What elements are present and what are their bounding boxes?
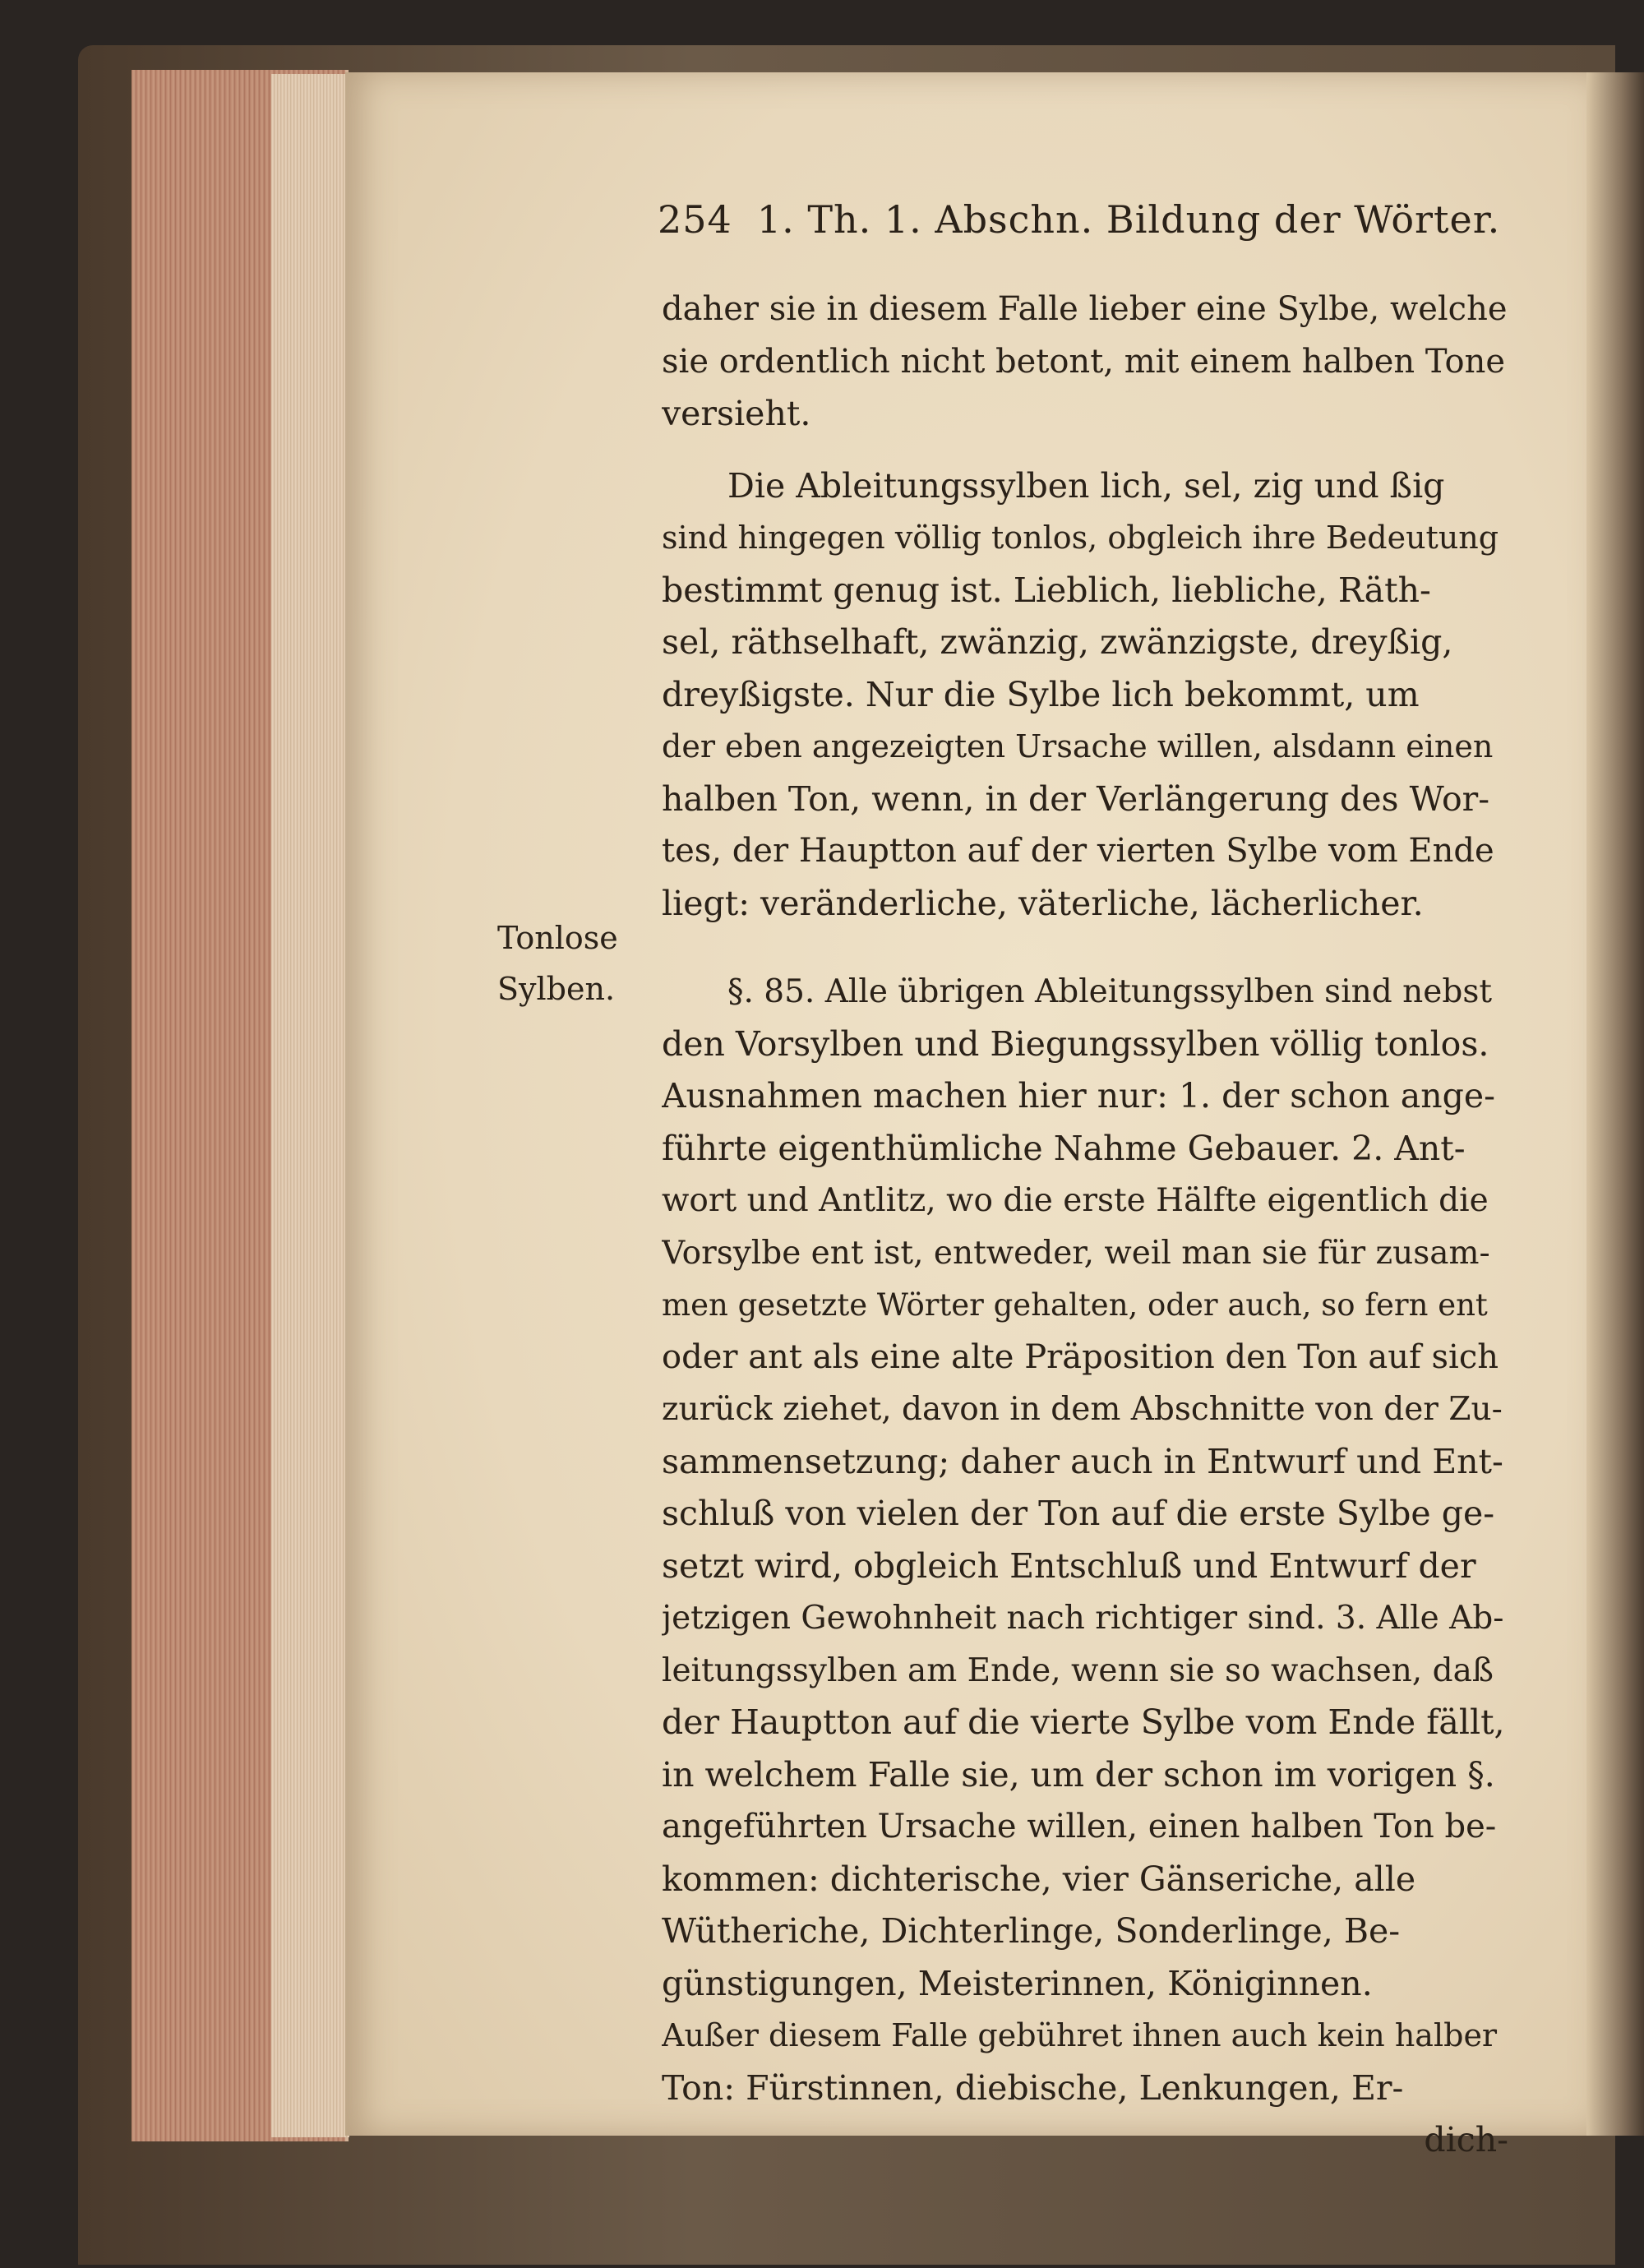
text-line: der Hauptton auf die vierte Sylbe vom Ende fällt, [662,1702,1505,1742]
text-line: dreyßigste. Nur die Sylbe lich bekommt, um [662,674,1420,714]
catchword: dich- [1424,2120,1508,2159]
text-line: bestimmt genug ist. Lieblich, liebliche, Räth- [662,570,1431,610]
text-line: Die Ableitungssylben lich, sel, zig und ßig [727,465,1445,506]
text-line: kommen: dichterische, vier Gänseriche, alle [662,1859,1416,1899]
text-line: §. 85. Alle übrigen Ableitungssylben sind nebst [727,973,1493,1010]
text-line: daher sie in diesem Falle lieber eine Sylbe, welche [662,290,1508,328]
text-line: Ausnahmen machen hier nur: 1. der schon ange- [662,1076,1495,1116]
text-line: jetzigen Gewohnheit nach richtiger sind. 3. Alle Ab- [662,1600,1504,1637]
text-line: schluß von vielen der Ton auf die erste Sylbe ge- [662,1494,1495,1533]
page-block-inner-edge [271,74,349,2137]
text-line: tes, der Hauptton auf der vierten Sylbe vom Ende [662,832,1494,870]
text-line: Außer diesem Falle gebühret ihnen auch kein halber [662,2017,1498,2053]
book-gutter [1586,72,1644,2136]
marginal-note-line: Sylben. [497,971,616,1007]
text-line: zurück ziehet, davon in dem Abschnitte von der Zu- [662,1391,1503,1428]
text-line: halben Ton, wenn, in der Verlängerung des Wor- [662,778,1490,819]
text-line: sind hingegen völlig tonlos, obgleich ihre Bedeutung [662,520,1499,556]
text-line: günstigungen, Meisterinnen, Königinnen. [662,1963,1373,2003]
running-head [658,197,1512,255]
marginal-note [497,912,629,1014]
text-line: angeführten Ursache willen, einen halben Ton be- [662,1808,1497,1845]
text-line: in welchem Falle sie, um der schon im vorigen §. [662,1754,1495,1795]
text-line: Vorsylbe ent ist, entweder, weil man sie für zusam- [662,1234,1490,1272]
page-number: 254 [658,197,732,242]
text-line: setzt wird, obgleich Entschluß und Entwurf der [662,1545,1476,1586]
marginal-note-line: Tonlose [497,920,618,956]
text-line: der eben angezeigten Ursache willen, alsdann einen [662,728,1494,764]
text-line: Wütheriche, Dichterlinge, Sonderlinge, Be- [662,1911,1401,1951]
text-line: führte eigenthümliche Nahme Gebauer. 2. Ant- [662,1128,1466,1168]
text-line: sel, räthselhaft, zwänzig, zwänzigste, dreyßig, [662,622,1453,662]
text-line: sammensetzung; daher auch in Entwurf und Ent- [662,1441,1503,1481]
text-line: sie ordentlich nicht betont, mit einem halben Tone [662,342,1505,381]
text-line: versieht. [662,394,811,433]
text-line: Ton: Fürstinnen, diebische, Lenkungen, Er- [662,2067,1404,2108]
body-text [662,284,1508,2167]
text-line: wort und Antlitz, wo die erste Hälfte eigentlich die [662,1182,1489,1219]
text-line: men gesetzte Wörter gehalten, oder auch, so fern ent [662,1287,1488,1323]
text-line: liegt: veränderliche, väterliche, lächerlicher. [662,883,1424,923]
running-head-title: 1. Th. 1. Abschn. Bildung der Wörter. [756,197,1501,242]
text-line: oder ant als eine alte Präposition den Ton auf sich [662,1337,1499,1376]
text-line: den Vorsylben und Biegungssylben völlig tonlos. [662,1023,1489,1064]
text-line: leitungssylben am Ende, wenn sie so wachsen, daß [662,1651,1494,1689]
